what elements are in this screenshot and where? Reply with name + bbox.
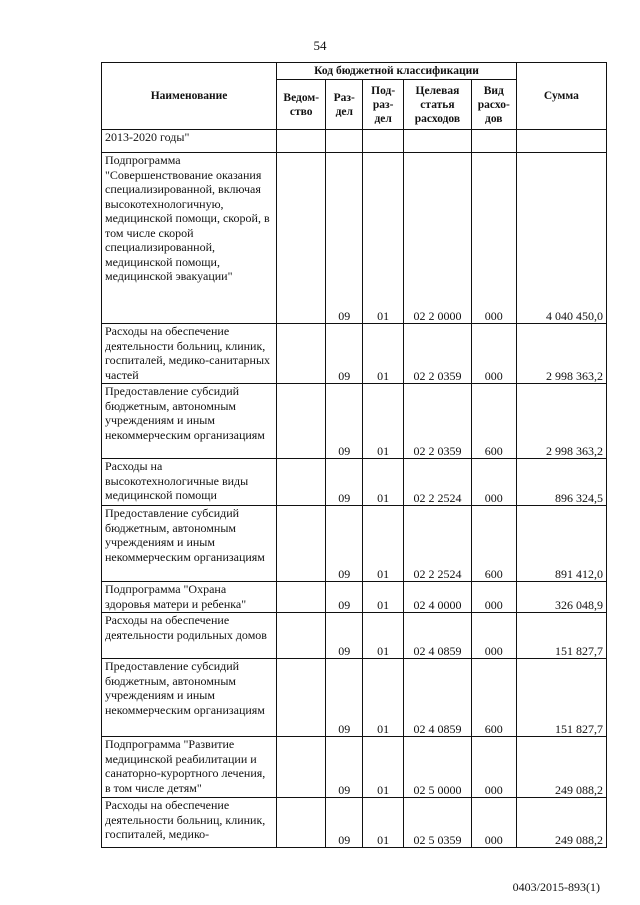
row-name: Расходы на обеспечение деятельности больниц, клиник, госпиталей, медико-санитарных частей	[102, 324, 277, 384]
row-sum: 249 088,2	[516, 737, 606, 798]
row-vid: 000	[471, 582, 516, 613]
row-razdel: 09	[326, 324, 363, 384]
row-podrazdel: 01	[363, 659, 404, 737]
row-target: 02 5 0359	[404, 798, 472, 848]
row-razdel: 09	[326, 798, 363, 848]
row-razdel: 09	[326, 613, 363, 659]
row-name: Расходы на обеспечение деятельности больниц, клиник, госпиталей, медико-	[102, 798, 277, 848]
row-sum: 326 048,9	[516, 582, 606, 613]
row-target: 02 4 0859	[404, 659, 472, 737]
row-ved	[277, 130, 326, 153]
row-name: Подпрограмма "Совершенствование оказания специализированной, включая высокотехнологичную, медицинской помощи, скорой, в том числе скорой специализированной, медицинской помощи, медицинской эвакуации"	[102, 153, 277, 324]
row-ved	[277, 324, 326, 384]
row-target: 02 4 0000	[404, 582, 472, 613]
header-razdel: Раз-дел	[326, 80, 363, 130]
table-row	[102, 613, 607, 659]
row-ved	[277, 798, 326, 848]
row-target: 02 5 0000	[404, 737, 472, 798]
row-razdel: 09	[326, 506, 363, 582]
row-sum: 151 827,7	[516, 613, 606, 659]
row-ved	[277, 582, 326, 613]
document-code: 0403/2015-893(1)	[512, 880, 600, 894]
row-sum: 249 088,2	[516, 798, 606, 848]
row-vid: 000	[471, 613, 516, 659]
row-name: Подпрограмма "Охрана здоровья матери и ребенка"	[102, 582, 277, 613]
row-target: 02 2 2524	[404, 459, 472, 506]
row-ved	[277, 506, 326, 582]
row-target: 02 4 0859	[404, 613, 472, 659]
row-razdel	[326, 130, 363, 153]
table-row	[102, 153, 607, 324]
header-code-group: Код бюджетной классификации	[277, 63, 517, 80]
row-vid: 000	[471, 737, 516, 798]
row-sum: 891 412,0	[516, 506, 606, 582]
row-ved	[277, 153, 326, 324]
row-target: 02 2 0359	[404, 324, 472, 384]
row-podrazdel: 01	[363, 798, 404, 848]
table-row	[102, 582, 607, 613]
header-podrazdel: Под-раз-дел	[363, 80, 404, 130]
row-razdel: 09	[326, 153, 363, 324]
table-row	[102, 384, 607, 459]
row-podrazdel	[363, 130, 404, 153]
row-vid: 600	[471, 384, 516, 459]
row-name: 2013-2020 годы"	[102, 130, 277, 153]
row-razdel: 09	[326, 459, 363, 506]
table-row	[102, 324, 607, 384]
row-ved	[277, 659, 326, 737]
row-name: Предоставление субсидий бюджетным, автономным учреждениям и иным некоммерческим организациям	[102, 384, 277, 459]
table-row	[102, 130, 607, 153]
table-row	[102, 459, 607, 506]
row-vid	[471, 130, 516, 153]
row-vid: 000	[471, 324, 516, 384]
row-razdel: 09	[326, 659, 363, 737]
row-podrazdel: 01	[363, 506, 404, 582]
row-ved	[277, 459, 326, 506]
row-vid: 000	[471, 153, 516, 324]
row-podrazdel: 01	[363, 737, 404, 798]
budget-table	[101, 62, 607, 848]
table-row	[102, 506, 607, 582]
row-sum: 151 827,7	[516, 659, 606, 737]
row-sum	[516, 130, 606, 153]
row-sum: 896 324,5	[516, 459, 606, 506]
row-sum: 4 040 450,0	[516, 153, 606, 324]
table-row	[102, 798, 607, 848]
row-ved	[277, 384, 326, 459]
row-target: 02 2 0359	[404, 384, 472, 459]
header-name: Наименование	[102, 63, 277, 130]
header-target: Целевая статья расходов	[404, 80, 472, 130]
row-vid: 600	[471, 659, 516, 737]
row-razdel: 09	[326, 737, 363, 798]
row-razdel: 09	[326, 582, 363, 613]
row-name: Подпрограмма "Развитие медицинской реабилитации и санаторно-курортного лечения, в том числе детям"	[102, 737, 277, 798]
row-podrazdel: 01	[363, 324, 404, 384]
table-row	[102, 659, 607, 737]
row-ved	[277, 737, 326, 798]
header-sum: Сумма	[516, 63, 606, 130]
row-name: Расходы на обеспечение деятельности родильных домов	[102, 613, 277, 659]
row-podrazdel: 01	[363, 384, 404, 459]
row-podrazdel: 01	[363, 582, 404, 613]
row-sum: 2 998 363,2	[516, 324, 606, 384]
row-target: 02 2 2524	[404, 506, 472, 582]
row-name: Предоставление субсидий бюджетным, автономным учреждениям и иным некоммерческим организациям	[102, 659, 277, 737]
page-number: 54	[313, 38, 327, 53]
row-razdel: 09	[326, 384, 363, 459]
header-vid: Вид расхо-дов	[471, 80, 516, 130]
row-name: Расходы на высокотехнологичные виды медицинской помощи	[102, 459, 277, 506]
row-ved	[277, 613, 326, 659]
row-target	[404, 130, 472, 153]
row-podrazdel: 01	[363, 613, 404, 659]
header-vedomstvo: Ведом-ство	[277, 80, 326, 130]
row-vid: 000	[471, 459, 516, 506]
row-vid: 000	[471, 798, 516, 848]
row-vid: 600	[471, 506, 516, 582]
row-target: 02 2 0000	[404, 153, 472, 324]
table-row	[102, 737, 607, 798]
row-podrazdel: 01	[363, 459, 404, 506]
row-podrazdel: 01	[363, 153, 404, 324]
row-sum: 2 998 363,2	[516, 384, 606, 459]
row-name: Предоставление субсидий бюджетным, автономным учреждениям и иным некоммерческим организациям	[102, 506, 277, 582]
